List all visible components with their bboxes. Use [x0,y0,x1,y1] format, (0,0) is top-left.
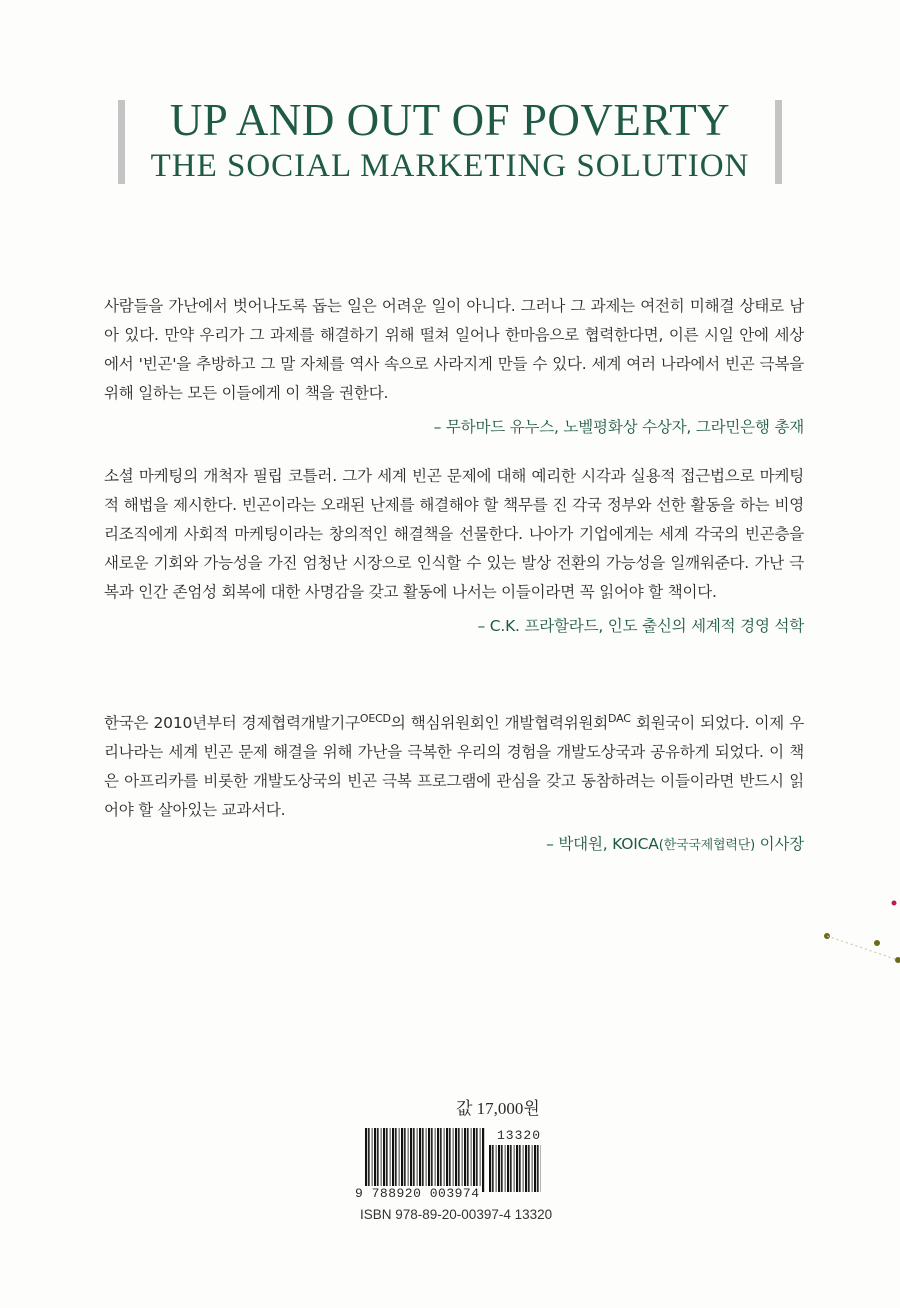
barcode-bar [419,1128,421,1192]
barcode-bar [471,1128,472,1192]
barcode-bar [525,1145,527,1192]
decorative-dots [800,880,900,980]
barcode-bar [399,1128,400,1192]
barcode-bar [392,1128,394,1192]
isbn-text: ISBN 978-89-20-00397-4 13320 [360,1207,553,1222]
barcode-bar [534,1145,536,1192]
barcode-bar [498,1145,500,1192]
isbn-barcode [355,1128,545,1201]
barcode-bar [440,1128,442,1192]
barcode-bar [523,1145,524,1192]
barcode-bar [464,1128,466,1192]
quote-attribution [104,829,804,861]
quote-body: 사람들을 가난에서 벗어나도록 돕는 일은 어려운 일이 아니다. 그러나 그 과제는 여전히 미해결 상태로 남아 있다. 만약 우리가 그 과제를 해결하기 위해 떨쳐 일어나 한마음으로 협력한다면, 이른 시일 안에 세상에서 '빈곤'을 추방하고 그 말 자체를 역사 속으로 사라지게 만들 수 있다. 세계 여러 나라에서 빈곤 극복을 위해 일하는 모든 이들에게 이 책을 권한다. [104,297,804,402]
quote-attribution: – 무하마드 유누스, 노벨평화상 수상자, 그라민은행 총재 [433,418,804,436]
barcode-bar [444,1128,445,1192]
barcode-bar [435,1128,436,1192]
decorative-dot [892,901,897,906]
barcode-bar [476,1128,478,1192]
barcode-bar [413,1128,415,1192]
quote-body: 소셜 마케팅의 개척자 필립 코틀러. 그가 세계 빈곤 문제에 대해 예리한 시각과 실용적 접근법으로 마케팅적 해법을 제시한다. 빈곤이라는 오래된 난제를 해결해야 할 책무를 진 각국 정부와 선한 활동을 하는 비영리조직에게 사회적 마케팅이라는 창의적인 해결책을 선물한다. 나아가 기업에게는 세계 각국의 빈곤층을 새로운 기회와 가능성을 가진 엄청난 시장으로 인식할 수 있는 발상 전환의 가능성을 일깨워준다. 가난 극복과 인간 존엄성 회복에 대한 사명감을 갖고 활동에 나서는 이들이라면 꼭 읽어야 할 책이다. [104,467,804,601]
barcode-bar [473,1128,475,1192]
quote-attribution: – C.K. 프라할라드, 인도 출신의 세계적 경영 석학 [477,617,804,635]
barcode-bar [426,1128,427,1192]
decorative-dot [895,957,900,963]
endorsement-quote-3 [104,704,804,861]
book-title: UP AND OUT OF POVERTY [169,95,731,145]
barcode-digits: 9 788920 003974 [355,1186,480,1201]
decorative-dot [874,940,880,946]
attribution-role: 이사장 [754,835,804,854]
barcode-bar [480,1128,481,1192]
barcode-bar [537,1145,539,1192]
barcode-bar [467,1128,469,1192]
title-left-bar [118,100,125,184]
barcode-main-bars [365,1128,485,1192]
barcode-bar [462,1128,463,1192]
quote-text-part: 한국은 2010년부터 경제협력개발기구 [104,714,360,733]
barcode-bar [368,1128,370,1192]
barcode-bar [410,1128,412,1192]
barcode-bar [374,1128,376,1192]
attribution-org: (한국국제협력단) [658,838,755,854]
barcode-bar [516,1145,518,1192]
barcode-bar [489,1145,491,1192]
barcode-bar [510,1145,512,1192]
barcode-bar [386,1128,388,1192]
barcode-bar [377,1128,379,1192]
barcode-bar [404,1128,406,1192]
barcode-bar [528,1145,530,1192]
barcode-bar [507,1145,509,1192]
quote-text-part: 의 핵심위원회인 개발협력위원회 [390,714,609,733]
barcode-bar [505,1145,506,1192]
barcode-bar [381,1128,382,1192]
barcode-bar [390,1128,391,1192]
book-subtitle: THE SOCIAL MARKETING SOLUTION [150,148,750,184]
barcode-bar [395,1128,397,1192]
endorsement-quote-2 [104,462,804,641]
quote-superscript: DAC [608,712,631,725]
barcode-bar [532,1145,533,1192]
barcode-bar [431,1128,433,1192]
barcode-bar [496,1145,497,1192]
barcode-bar [383,1128,385,1192]
barcode-bar [482,1128,484,1192]
quote-text-part: 회원국이 되었다. 이제 우리나라는 세계 빈곤 문제 해결을 위해 가난을 극복한 우리의 경험을 개발도상국과 공유하게 되었다. 이 책은 아프리카를 비롯한 개발도상국의 빈곤 극복 프로그램에 관심을 갖고 동참하려는 이들이라면 반드시 읽어야 할 살아있는 교과서다. [104,714,804,820]
barcode-bar [365,1128,367,1192]
barcode-bar [417,1128,418,1192]
barcode-addon-bars [489,1145,541,1192]
barcode-bar [449,1128,451,1192]
barcode-bar [437,1128,439,1192]
barcode-bar [458,1128,460,1192]
barcode-bar [446,1128,448,1192]
barcode-bar [428,1128,430,1192]
barcode-bar [401,1128,403,1192]
quote-body [104,704,804,825]
quote-superscript: OECD [359,712,391,725]
barcode-bar [519,1145,521,1192]
price-label: 값 17,000원 [456,1099,540,1118]
barcode-bar [453,1128,454,1192]
endorsement-quote-1 [104,292,804,442]
barcode-bar [455,1128,457,1192]
barcode-bar [492,1145,494,1192]
book-title-block [118,96,782,188]
attribution-text: – 박대원, KOICA [546,835,659,854]
title-right-bar [775,100,782,184]
barcode-addon-digits: 13320 [497,1128,542,1143]
barcode-bar [408,1128,409,1192]
decorative-dotted-line [827,936,898,960]
barcode-bar [422,1128,424,1192]
barcode-bar [514,1145,515,1192]
barcode-bar [501,1145,503,1192]
barcode-bar [372,1128,373,1192]
